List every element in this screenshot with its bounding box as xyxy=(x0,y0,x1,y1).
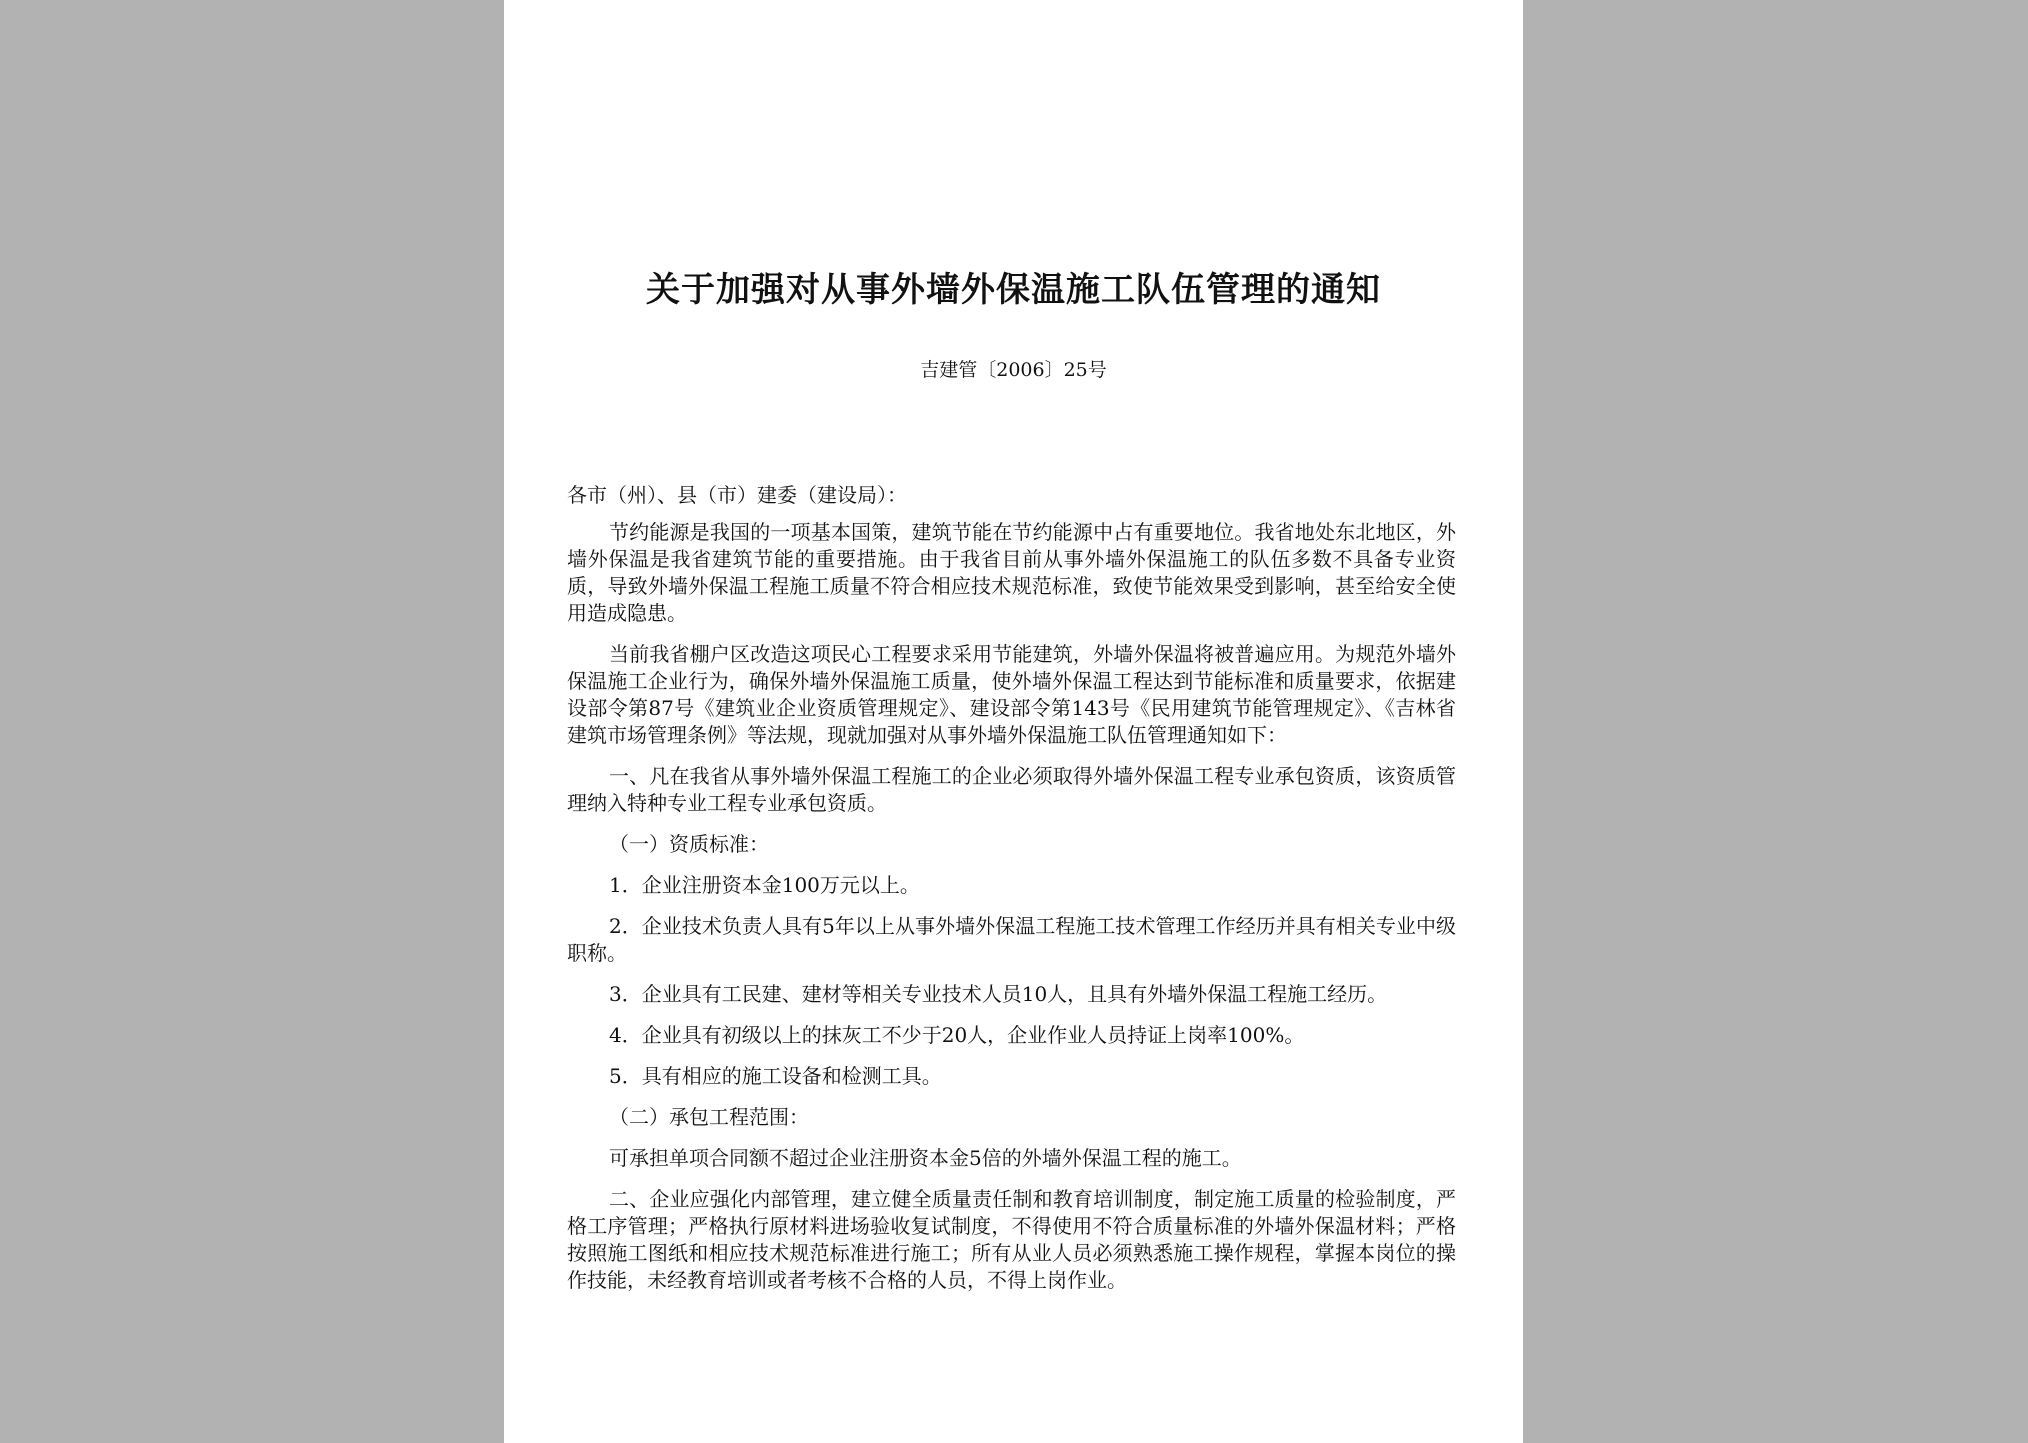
list-item: 4．企业具有初级以上的抹灰工不少于20人，企业作业人员持证上岗率100%。 xyxy=(609,1023,1305,1047)
section-heading: （二）承包工程范围： xyxy=(609,1105,809,1129)
paragraph: 节约能源是我国的一项基本国策，建筑节能在节约能源中占有重要地位。我省地处东北地区，外墙外保温是我省建筑节能的重要措施。由于我省目前从事外墙外保温施工的队伍多数不具备专业资质，导致外墙外保温工程施工质量不符合相应技术规范标准，致使节能效果受到影响，甚至给安全使用造成隐患。 xyxy=(567,520,1456,625)
paragraph: 可承担单项合同额不超过企业注册资本金5倍的外墙外保温工程的施工。 xyxy=(609,1146,1242,1170)
document-title: 关于加强对从事外墙外保温施工队伍管理的通知 xyxy=(646,270,1381,310)
list-item: 1．企业注册资本金100万元以上。 xyxy=(609,873,920,897)
paragraph: 一、凡在我省从事外墙外保温工程施工的企业必须取得外墙外保温工程专业承包资质，该资质管理纳入特种专业工程专业承包资质。 xyxy=(567,764,1456,815)
document-number: 吉建管〔2006〕25号 xyxy=(920,359,1107,381)
paragraph: 当前我省棚户区改造这项民心工程要求采用节能建筑，外墙外保温将被普遍应用。为规范外墙外保温施工企业行为，确保外墙外保温施工质量，使外墙外保温工程达到节能标准和质量要求，依据建设部令第87号《建筑业企业资质管理规定》、建设部令第143号《民用建筑节能管理规定》、《吉林省建筑市场管理条例》等法规，现就加强对从事外墙外保温施工队伍管理通知如下： xyxy=(567,642,1456,747)
list-item: 5．具有相应的施工设备和检测工具。 xyxy=(609,1064,942,1088)
list-item: 2．企业技术负责人具有5年以上从事外墙外保温工程施工技术管理工作经历并具有相关专业中级职称。 xyxy=(567,914,1456,965)
paragraph: 二、企业应强化内部管理，建立健全质量责任制和教育培训制度，制定施工质量的检验制度，严格工序管理；严格执行原材料进场验收复试制度，不得使用不符合质量标准的外墙外保温材料；严格按照施工图纸和相应技术规范标准进行施工；所有从业人员必须熟悉施工操作规程，掌握本岗位的操作技能，未经教育培训或者考核不合格的人员，不得上岗作业。 xyxy=(567,1187,1456,1292)
list-item: 3．企业具有工民建、建材等相关专业技术人员10人，且具有外墙外保温工程施工经历。 xyxy=(609,982,1388,1006)
document-page xyxy=(504,0,1523,1443)
salutation: 各市（州）、县（市）建委（建设局）： xyxy=(567,483,907,507)
section-heading: （一）资质标准： xyxy=(609,832,769,856)
document-body xyxy=(567,482,1456,1308)
